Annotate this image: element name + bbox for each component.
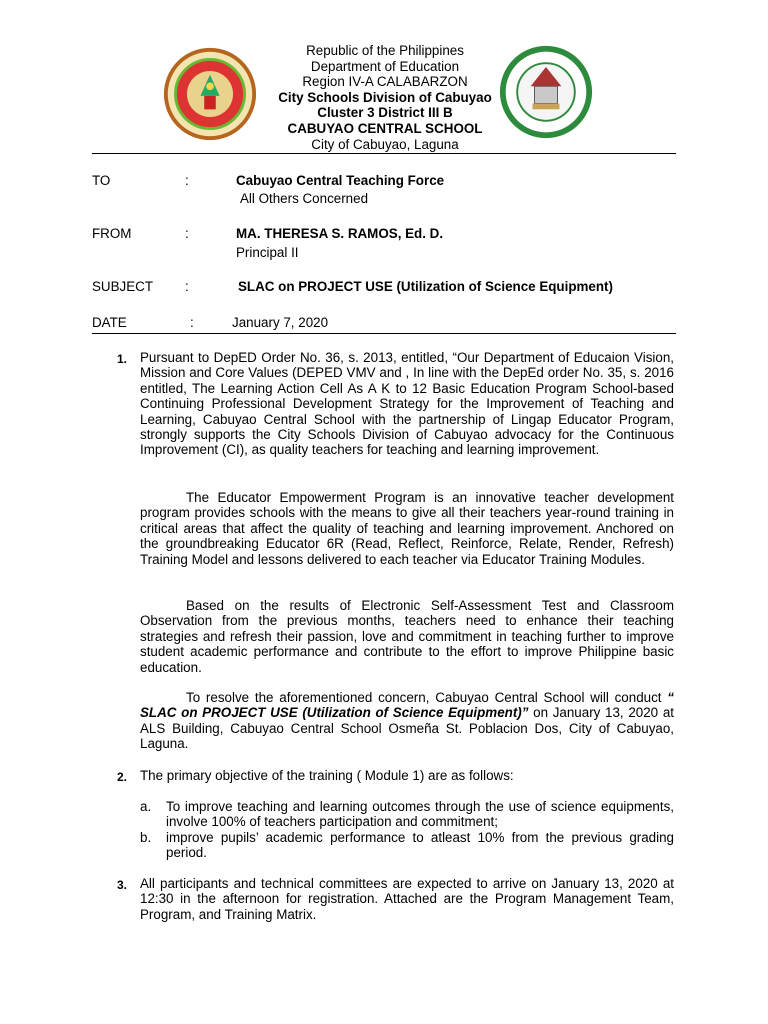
date-label: DATE xyxy=(92,315,127,330)
item-number-3: 3. xyxy=(117,878,128,892)
paragraph-1 xyxy=(140,350,674,458)
header-line-city: City of Cabuyao, Laguna xyxy=(311,136,459,152)
subject-value: SLAC on PROJECT USE (Utilization of Science Equipment) xyxy=(238,279,613,294)
to-label: TO xyxy=(92,173,111,188)
objective-a-label: a. xyxy=(140,799,152,814)
paragraph-1-text: Pursuant to DepED Order No. 36, s. 2013, entitled, “Our Department of Educaion Vision, Mission and Core Values (DEPED VMV and , In line with the DepEd order No. 35, s. 2016 entitled, The Learning Action Cell As A K to 12 Basic Education Program School-based Continuing Professional Development Strategy for the Improvement of Teaching and Learning, Cabuyao Central School with the partnership of Lingap Educator Program, strongly supports the City Schools Division of Cabuyao advocacy for the Continuous Improvement (CI), as quality teachers for teaching and learning improvement. xyxy=(140,350,674,458)
objective-b-text: improve pupils’ academic performance to atleast 10% from the previous grading period. xyxy=(166,830,674,861)
activity-title: “ SLAC on PROJECT USE (Utilization of Science Equipment)” xyxy=(140,690,674,721)
paragraph-4 xyxy=(140,690,674,752)
paragraph-6-text: All participants and technical committees are expected to arrive on January 13, 2020 at 12:30 in the afternoon for registration. Attached are the Program Management Team, Program, and Training Matrix. xyxy=(140,876,674,922)
objective-a-text: To improve teaching and learning outcomes through the use of science equipments, involve 100% of teachers participation and commitment; xyxy=(166,799,674,830)
item-number-1: 1. xyxy=(117,352,128,366)
header-line-region: Region IV-A CALABARZON xyxy=(302,74,468,90)
to-colon: : xyxy=(185,173,189,188)
paragraph-4-details: on January 13, 2020 at ALS Building, Cabuyao Central School Osmeña St. Poblacion Dos, City of Cabuyao, Laguna. xyxy=(140,705,674,752)
letterhead xyxy=(230,43,540,152)
from-value: MA. THERESA S. RAMOS, Ed. D. xyxy=(236,226,444,241)
from-label: FROM xyxy=(92,226,132,241)
header-line-school: CABUYAO CENTRAL SCHOOL xyxy=(287,120,483,136)
header-line-division: City Schools Division of Cabuyao xyxy=(278,89,492,105)
paragraph-4-text xyxy=(140,690,674,752)
paragraph-2 xyxy=(140,490,674,567)
objective-b xyxy=(140,830,674,861)
paragraph-6 xyxy=(140,876,674,922)
to-value-secondary: All Others Concerned xyxy=(240,191,369,206)
subject-colon: : xyxy=(185,279,189,294)
objective-a xyxy=(140,799,674,830)
header-line-republic: Republic of the Philippines xyxy=(306,43,464,58)
item-number-2: 2. xyxy=(117,770,128,784)
subject-label: SUBJECT xyxy=(92,279,154,294)
to-value: Cabuyao Central Teaching Force xyxy=(236,173,445,188)
from-title: Principal II xyxy=(236,245,299,260)
date-colon: : xyxy=(190,315,194,330)
paragraph-4-intro: To resolve the aforementioned concern, Cabuyao Central School will conduct xyxy=(186,690,662,705)
paragraph-5 xyxy=(140,768,674,783)
header-line-cluster: Cluster 3 District III B xyxy=(317,105,453,121)
paragraph-2-text: The Educator Empowerment Program is an innovative teacher development program provides schools with the means to give all their teachers year-round training in critical areas that affect the quality of teaching and learning improvement. Anchored on the groundbreaking Educator 6R (Read, Reflect, Reinforce, Relate, Render, Refresh) Training Model and lessons delivered to each teacher via Educator Training Modules. xyxy=(140,490,674,567)
paragraph-5-text: The primary objective of the training ( Module 1) are as follows: xyxy=(140,768,514,783)
header-line-department: Department of Education xyxy=(310,58,460,74)
paragraph-3 xyxy=(140,598,674,675)
memo-divider xyxy=(92,333,676,334)
header-divider xyxy=(92,153,676,154)
objective-b-label: b. xyxy=(140,830,152,845)
paragraph-3-text: Based on the results of Electronic Self-Assessment Test and Classroom Observation from the previous months, teachers need to enhance their teaching strategies and refresh their passion, love and commitment in teaching further to improve student academic performance and contribute to the effort to improve Philippine basic education. xyxy=(140,598,674,675)
from-colon: : xyxy=(185,226,189,241)
date-value: January 7, 2020 xyxy=(232,315,329,330)
